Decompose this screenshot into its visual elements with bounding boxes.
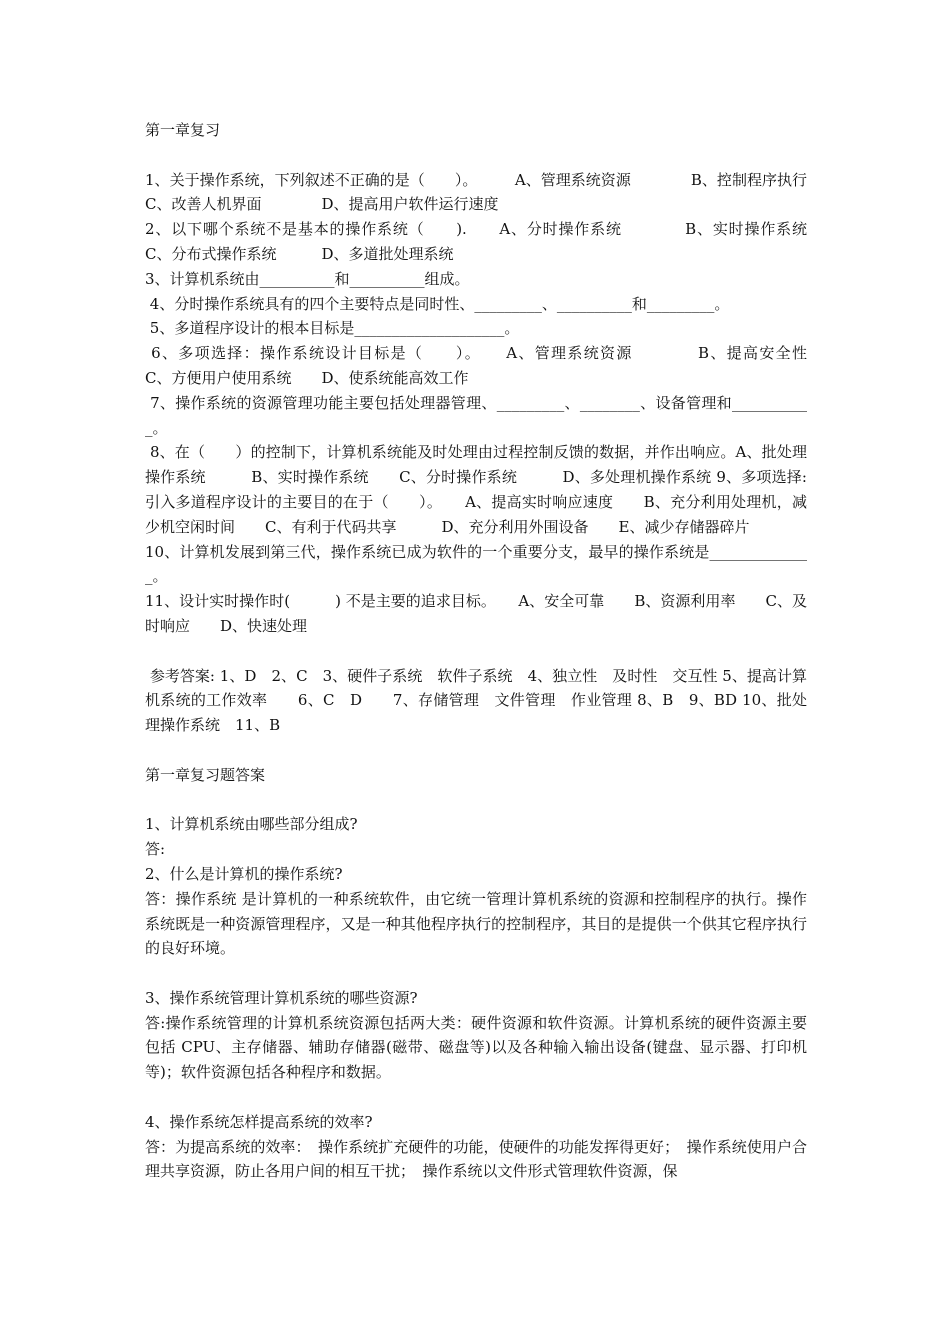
qa-answer-2: 答：操作系统 是计算机的一种系统软件，由它统一管理计算机系统的资源和控制程序的执行。操作系统既是一种资源管理程序，又是一种其他程序执行的控制程序，其目的是提供一个供其它程序执行的良好环境。 [145, 889, 807, 958]
question-11: 11、设计实时操作时( ) 不是主要的追求目标。 A、安全可靠 B、资源利用率 C、及时响应 D、快速处理 [145, 592, 807, 635]
question-6: 6、多项选择：操作系统设计目标是（ ）。 A、管理系统资源 B、提高安全性 C、方便用户使用系统 D、使系统能高效工作 [145, 344, 838, 387]
reference-answers: 参考答案: 1、D 2、C 3、硬件子系统 软件子系统 4、独立性 及时性 交互性 5、提高计算机系统的工作效率 6、C D 7、存储管理 文件管理 作业管理 8、B 9、BD 10、批处理操作系统 11、B [145, 666, 807, 735]
spacer [145, 788, 807, 813]
question-8-9: 8、在（ ）的控制下，计算机系统能及时处理由过程控制反馈的数据，并作出响应。A、批处理操作系统 B、实时操作系统 C、分时操作系统 D、多处理机操作系统 9、多项选择:引入多道程序设计的主要目的在于（ ）。 A、提高实时响应速度 B、充分利用处理机，减少机空闲时间 C、有利于代码共享 D、充分利用外围设备 E、减少存储器碎片 [145, 443, 807, 536]
question-4: 4、分时操作系统具有的四个主要特点是同时性、_________、__________和_________。 [145, 294, 730, 313]
spacer [145, 738, 807, 763]
qa-answer-4: 答：为提高系统的效率： 操作系统扩充硬件的功能，使硬件的功能发挥得更好； 操作系统使用户合理共享资源，防止各用户间的相互干扰； 操作系统以文件形式管理软件资源，保 [145, 1137, 807, 1181]
qa-question-2: 2、什么是计算机的操作系统? [145, 864, 343, 883]
qa-question-1: 1、计算机系统由哪些部分组成? [145, 815, 358, 834]
qa-question-4: 4、操作系统怎样提高系统的效率? [145, 1112, 373, 1131]
spacer [145, 961, 807, 986]
spacer [145, 639, 807, 664]
spacer [145, 1085, 807, 1110]
section-title-review: 第一章复习 [145, 121, 221, 139]
qa-question-3: 3、操作系统管理计算机系统的哪些资源? [145, 988, 418, 1007]
qa-answer-1: 答: [145, 840, 166, 859]
section-title-answers: 第一章复习题答案 [145, 765, 266, 784]
qa-answer-3: 答:操作系统管理的计算机系统资源包括两大类：硬件资源和软件资源。计算机系统的硬件资源主要包括 CPU、主存储器、辅助存储器(磁带、磁盘等)以及各种输入输出设备(键盘、显示器、打印机等)；软件资源包括各种程序和数据。 [145, 1013, 807, 1082]
question-5: 5、多道程序设计的根本目标是____________________。 [145, 319, 520, 338]
question-10: 10、计算机发展到第三代，操作系统已成为软件的一个重要分支，最早的操作系统是______________。 [145, 542, 807, 586]
question-1: 1、关于操作系统，下列叙述不正确的是（ ）。 A、管理系统资源 B、控制程序执行 C、改善人机界面 D、提高用户软件运行速度 [145, 170, 838, 214]
spacer [145, 143, 807, 168]
question-2: 2、以下哪个系统不是基本的操作系统（ ). A、分时操作系统 B、实时操作系统 C、分布式操作系统 D、多道批处理系统 [145, 220, 838, 263]
document-page [145, 118, 838, 1184]
question-3: 3、计算机系统由__________和__________组成。 [145, 269, 470, 288]
question-7: 7、操作系统的资源管理功能主要包括处理器管理、_________、________、设备管理和___________。 [145, 393, 807, 437]
